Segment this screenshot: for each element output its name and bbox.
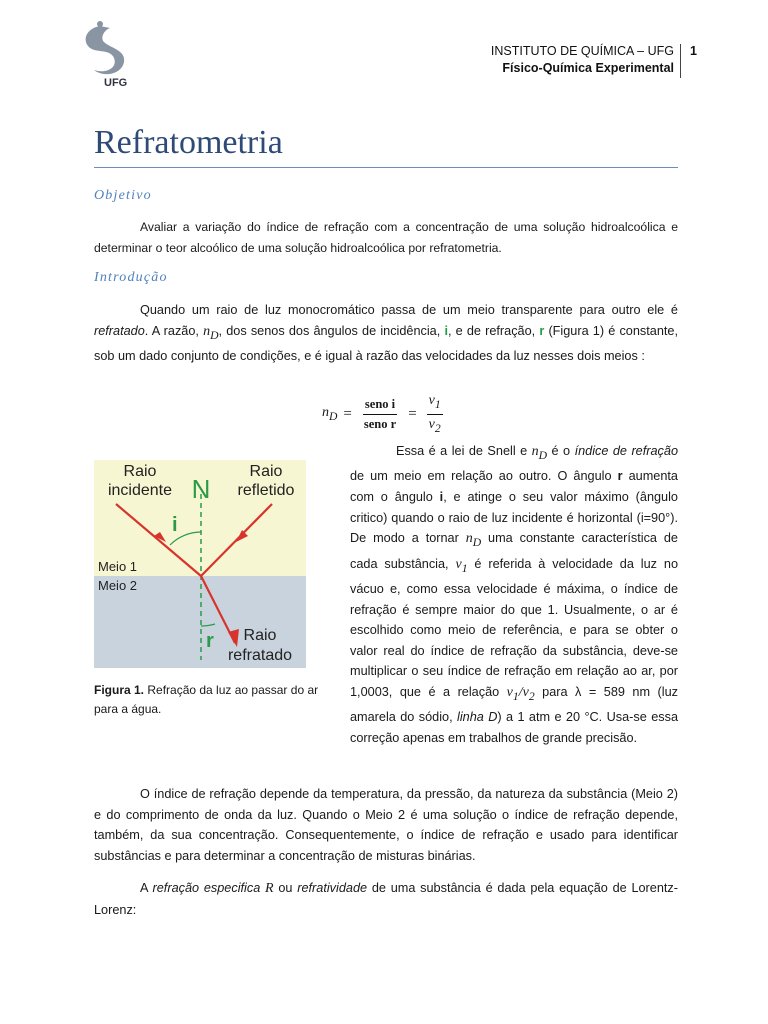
snell-symbol-i: i (439, 489, 444, 504)
symbol-nd: $n_D$ (531, 444, 548, 462)
objective-heading: Objetivo (94, 188, 152, 203)
equation-numerator-velocity: $v_1$ (427, 392, 443, 415)
intro-symbol-i: i (444, 323, 448, 338)
page-title: Refratometria (94, 124, 283, 161)
snell-text-f: , e atinge o seu valor máximo (ângulo critico) quando o raio de luz incidente é horizontal (i=90°). De modo a tornar (350, 489, 678, 546)
figure-caption (94, 681, 334, 719)
snell-text-h: é referida à velocidade da luz no vácuo e, como essa velocidade é máxima, o índice de refração é sempre maior do que 1. Usualmente, o ar é escolhido como meio de referência, e para se obter o valor real do índice de refração da substância, deve-se multiplicar o seu índice de refração em relação ao ar, por 1,0003, que é a relação (350, 556, 678, 699)
para4-text-b: refração especifica (152, 881, 261, 895)
intro-refratado: refratado (94, 323, 145, 338)
equation-denominator-sine: seno r (363, 416, 397, 431)
intro-text-e: (Figura 1) é constante, sob um dado conjunto de condições, e é igual à razão das velocidades da luz nesses dois meios : (94, 323, 678, 363)
logo-text: UFG (104, 77, 128, 89)
page-number: 1 (690, 44, 697, 58)
snell-paragraph (350, 441, 678, 749)
header-institute: INSTITUTO DE QUÍMICA – UFG (490, 44, 674, 58)
intro-text-d: , e de refração, (447, 323, 540, 338)
intro-text-a: Quando um raio de luz monocromático passa de um meio transparente para outro ele é (140, 303, 678, 317)
equation-equals-1: = (343, 405, 352, 422)
dependence-text: O índice de refração depende da temperatura, da pressão, da natureza da substância (Meio 2) e do comprimento de onda da luz. Quando o Meio 2 é uma solução o índice de refração depende, também, da sua concentração. Consequentemente, o índice de refração e usado para identificar substâncias e para determinar a concentração de misturas binárias. (94, 787, 678, 863)
label-incident-2: incidente (107, 482, 173, 499)
label-angle-i: i (172, 514, 178, 536)
equation-lhs: $n_D$ (322, 405, 338, 424)
label-normal: N (191, 474, 211, 504)
equation-velocity-fraction (427, 392, 443, 437)
dependence-paragraph (94, 784, 678, 866)
para4-text-a: A (140, 881, 153, 895)
title-underline (94, 167, 678, 168)
snell-text-c: índice de refração (574, 444, 678, 458)
figure-caption-text: Refração da luz ao passar do ar para a água. (94, 683, 319, 716)
snell-text-a: Essa é a lei de Snell e (396, 444, 532, 458)
equation-denominator-velocity: $v_2$ (428, 416, 441, 435)
snell-text-l: ) a 1 atm e 20 °C. Usa-se essa correção apenas em trabalhos de grande precisão. (350, 710, 678, 745)
para4-text-e: de uma substância é dada pela equação de Lorentz-Lorenz: (94, 881, 678, 917)
equation-numerator-sine: seno i (363, 396, 397, 415)
symbol-nd: $n_D$ (465, 531, 482, 549)
introduction-heading: Introdução (94, 270, 168, 285)
label-medium1: Meio 1 (98, 559, 138, 574)
para4-text-d: refratividade (297, 881, 368, 895)
snell-text-d: de um meio em relação ao outro. O ângulo (350, 469, 618, 484)
refraction-figure (94, 460, 306, 668)
intro-symbol-r: r (539, 323, 545, 338)
header-divider (680, 44, 681, 78)
ufg-logo (70, 18, 142, 90)
snell-text-g: uma constante característica de cada substância, (350, 531, 678, 571)
figure-caption-label: Figura 1. (94, 683, 145, 697)
equation-sine-fraction (362, 396, 398, 433)
snell-text-e: aumenta com o ângulo (350, 469, 678, 504)
objective-paragraph (94, 217, 678, 258)
header-course: Físico-Química Experimental (502, 61, 674, 75)
label-incident-1: Raio (123, 463, 157, 480)
objective-text: Avaliar a variação do índice de refração com a concentração de uma solução hidroalcoólica e determinar o teor alcoólico de uma solução hidroalcoólica por refratometria. (94, 220, 678, 255)
intro-text-c: , dos senos dos ângulos de incidência, (218, 323, 445, 338)
label-angle-r: r (206, 630, 214, 652)
equation-equals-2: = (408, 405, 417, 422)
snell-text-k: linha D (457, 710, 498, 725)
para4-text-c: ou (273, 881, 298, 895)
intro-text-b: . A razão, (144, 323, 204, 338)
snell-symbol-r: r (617, 469, 623, 484)
label-reflected-1: Raio (249, 463, 283, 480)
logo-swirl-icon (86, 26, 125, 74)
symbol-v1-over-v2: $v_1/v_2$ (506, 684, 535, 703)
symbol-nd: $n_D$ (203, 323, 219, 342)
label-reflected-2: refletido (237, 482, 295, 499)
label-refracted-1: Raio (243, 627, 277, 644)
snell-text-b: é o (547, 444, 575, 458)
logo-dot-icon (97, 21, 103, 27)
label-refracted-2: refratado (227, 647, 293, 664)
symbol-R: R (265, 881, 274, 896)
intro-paragraph (94, 300, 678, 367)
label-medium2: Meio 2 (98, 578, 138, 593)
snell-text-j: para λ = 589 nm (luz amarela do sódio, (350, 684, 678, 725)
symbol-v1: $v_1$ (455, 556, 468, 575)
snell-equation (322, 392, 447, 437)
specific-refraction-paragraph (94, 878, 678, 920)
